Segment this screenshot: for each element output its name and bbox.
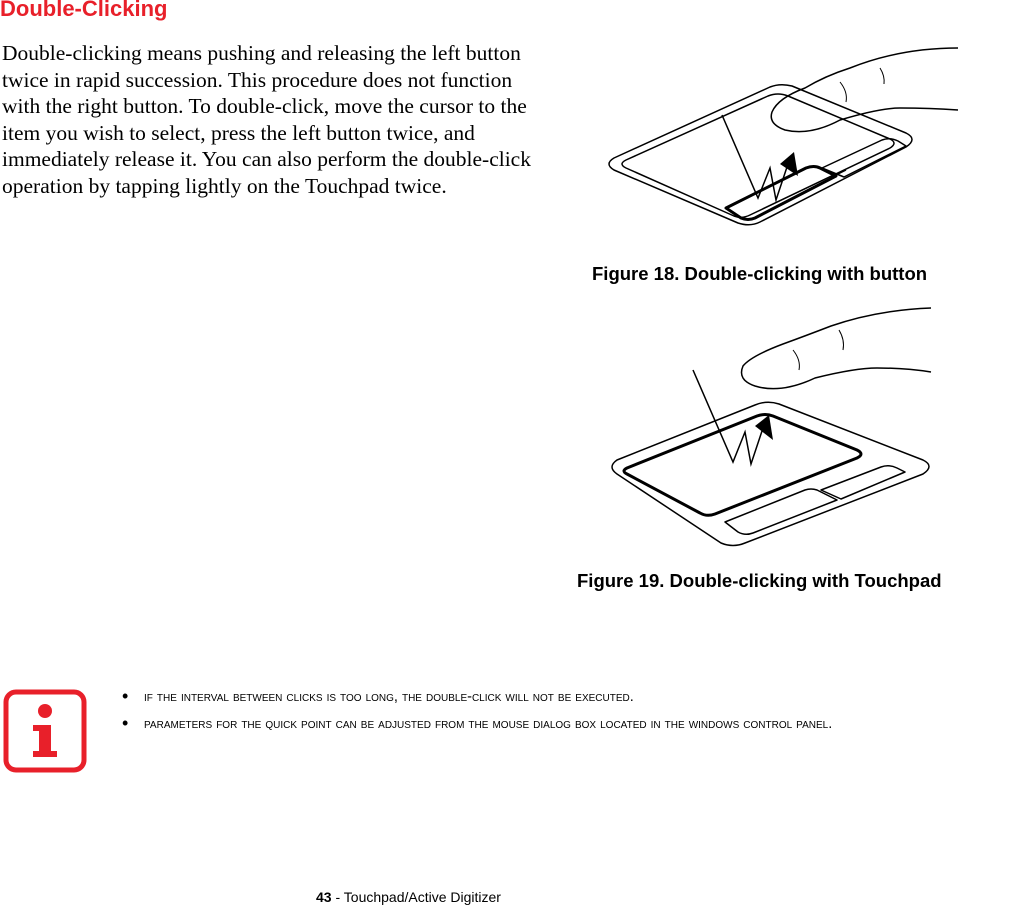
footer-separator: - <box>331 889 344 905</box>
bullet: • <box>122 686 129 706</box>
touchpad-surface <box>624 415 861 516</box>
body-paragraph: Double-clicking means pushing and releasing the left button twice in rapid succession. This procedure does not function with the right button. To double-click, move the cursor to the item you wish to select, press the left button twice, and immediately release it. You can also perform the double-click operation by tapping lightly on the Touchpad twice. <box>2 41 531 198</box>
note-list <box>122 686 1012 740</box>
note-item <box>122 713 1012 735</box>
page-number: 43 <box>316 889 332 905</box>
touchpad-outer <box>612 402 929 545</box>
left-button <box>725 489 837 534</box>
note-text: if the interval between clicks is too long, the double-click will not be executed. <box>144 689 634 705</box>
page-footer <box>316 889 501 905</box>
figure-19-caption: Figure 19. Double-clicking with Touchpad <box>577 570 942 591</box>
section-heading: Double-Clicking <box>0 0 168 21</box>
info-icon <box>3 689 87 773</box>
finger <box>771 48 958 132</box>
note-item <box>122 686 1012 708</box>
figure-18-illustration <box>600 40 970 235</box>
note-text: parameters for the quick point can be adjusted from the mouse dialog box located in the windows control panel. <box>144 716 833 732</box>
footer-title: Touchpad/Active Digitizer <box>343 889 501 905</box>
figure-19-illustration <box>605 300 935 555</box>
bullet: • <box>122 713 129 733</box>
finger <box>742 308 932 389</box>
touchpad-outer <box>609 85 912 225</box>
right-button <box>821 466 905 499</box>
figure-18-caption: Figure 18. Double-clicking with button <box>592 263 928 284</box>
